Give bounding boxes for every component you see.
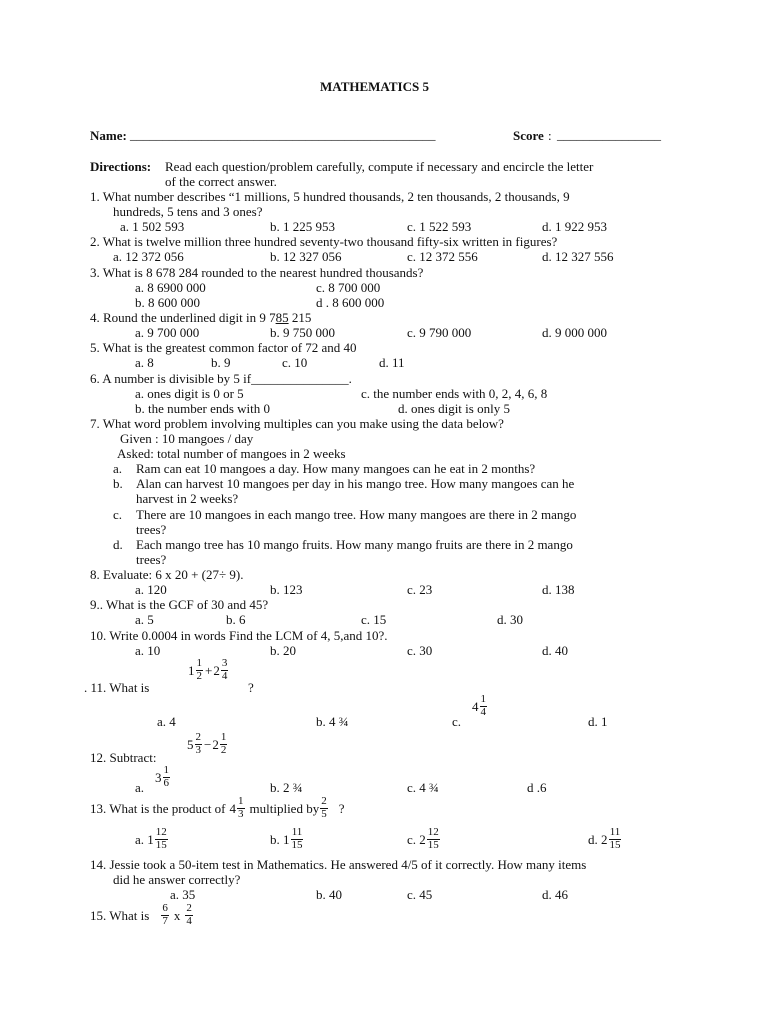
q13d-numerator: 11 <box>609 826 621 838</box>
q13c-numerator: 12 <box>427 826 439 838</box>
question-4-underlined-digits: 85 <box>275 310 289 325</box>
q12a-whole: 3 <box>155 769 162 785</box>
question-4-choice-d[interactable]: d. 9 000 000 <box>542 325 607 340</box>
question-10-choice-c[interactable]: c. 30 <box>407 643 433 658</box>
question-7-given: Given : 10 mangoes / day <box>120 431 254 446</box>
question-2-text: 2. What is twelve million three hundred seventy-two thousand fifty-six written in figures? <box>90 234 558 249</box>
q12-fraction-1 <box>195 732 203 756</box>
question-11-choice-c-value[interactable] <box>472 694 488 718</box>
question-3-choice-a[interactable]: a. 8 6900 000 <box>135 280 206 295</box>
score-line: ________________ <box>557 127 661 142</box>
question-9-choice-a[interactable]: a. 5 <box>135 612 154 627</box>
q15-fraction-2-numerator: 2 <box>186 902 192 914</box>
question-10-choice-d[interactable]: d. 40 <box>542 643 568 658</box>
question-7-choice-b[interactable]: Alan can harvest 10 mangoes per day in his mango tree. How many mangoes can he <box>136 476 575 491</box>
q13b-denominator: 15 <box>291 838 303 851</box>
q11-operator: + <box>205 662 213 678</box>
question-13-choice-a[interactable] <box>135 827 169 851</box>
question-4-text-prefix: 4. Round the underlined digit in 9 7 <box>90 310 276 325</box>
q12-fraction-1-denominator: 3 <box>195 743 201 756</box>
q11c-fraction <box>480 694 488 718</box>
question-7-choice-b-2[interactable]: harvest in 2 weeks? <box>136 491 239 506</box>
q12-operator: − <box>204 736 212 752</box>
q13-qmark: ? <box>338 800 345 816</box>
q11c-whole: 4 <box>472 698 479 714</box>
question-13-choice-b[interactable] <box>270 827 305 851</box>
question-13-choice-c[interactable] <box>407 827 441 851</box>
question-6-choice-d[interactable]: d. ones digit is only 5 <box>398 401 510 416</box>
question-1-text-2: hundreds, 5 tens and 3 ones? <box>113 204 263 219</box>
q12-fraction-2-numerator: 1 <box>220 731 227 743</box>
q13-fraction-1-numerator: 1 <box>238 795 244 807</box>
question-4-choice-c[interactable]: c. 9 790 000 <box>407 325 472 340</box>
q13c-denominator: 15 <box>427 838 439 851</box>
q13d-denominator: 15 <box>609 838 621 851</box>
question-4-text-suffix: 215 <box>288 310 312 325</box>
question-13-choice-d[interactable] <box>588 827 623 851</box>
question-8-text: 8. Evaluate: 6 x 20 + (27÷ 9). <box>90 567 244 582</box>
question-1-choice-a[interactable]: a. 1 502 593 <box>120 219 185 234</box>
q12a-numerator: 1 <box>163 764 169 776</box>
q12-whole-1: 5 <box>187 736 194 752</box>
q11-fraction-2 <box>221 658 229 682</box>
question-3-choice-d[interactable]: d . 8 600 000 <box>316 295 385 310</box>
score-label: Score <box>513 128 544 143</box>
q11-fraction-1-denominator: 2 <box>196 669 202 682</box>
question-11-choice-d[interactable]: d. 1 <box>588 714 608 729</box>
question-12-text: 12. Subtract: <box>90 750 157 765</box>
question-7-choice-c-2[interactable]: trees? <box>136 522 167 537</box>
question-9-choice-d[interactable]: d. 30 <box>497 612 523 627</box>
question-7-choice-c-letter[interactable]: c. <box>113 507 123 522</box>
q13a-label: a. 1 <box>135 831 154 847</box>
question-5-choice-c[interactable]: c. 10 <box>282 355 308 370</box>
q13a-numerator: 12 <box>155 826 167 838</box>
question-11-qmark: ? <box>248 680 254 695</box>
q13c-label: c. 2 <box>407 831 426 847</box>
question-11-expression <box>188 658 229 682</box>
question-2-choice-b[interactable]: b. 12 327 056 <box>270 249 342 264</box>
q13a-fraction <box>155 827 168 851</box>
q13-mid: multiplied by <box>249 800 320 816</box>
question-10-choice-a[interactable]: a. 10 <box>135 643 161 658</box>
q11c-numerator: 1 <box>480 693 486 705</box>
question-10-text: 10. Write 0.0004 in words Find the LCM of 4, 5,and 10?. <box>90 628 388 643</box>
q13-fraction-2-numerator: 2 <box>321 795 327 807</box>
question-14-choice-b[interactable]: b. 40 <box>316 887 342 902</box>
question-13-text <box>90 796 345 820</box>
question-7-choice-d-2[interactable]: trees? <box>136 552 167 567</box>
q11-whole-2: 2 <box>213 662 220 678</box>
question-7-choice-a-letter[interactable]: a. <box>113 461 123 476</box>
question-5-choice-d[interactable]: d. 11 <box>379 355 405 370</box>
q13-whole-1: 4 <box>229 800 237 816</box>
question-8-choice-a[interactable]: a. 120 <box>135 582 167 597</box>
question-14-choice-a[interactable]: a. 35 <box>170 887 196 902</box>
q12-whole-2: 2 <box>212 736 219 752</box>
question-4-text <box>90 311 311 324</box>
name-label: Name: <box>90 128 127 143</box>
q15-fraction-1-denominator: 7 <box>162 914 168 927</box>
question-5-choice-a[interactable]: a. 8 <box>135 355 154 370</box>
question-7-choice-d-letter[interactable]: d. <box>113 537 123 552</box>
question-11-choice-a[interactable]: a. 4 <box>157 714 176 729</box>
question-7-choice-b-letter[interactable]: b. <box>113 476 123 491</box>
question-6-choice-b[interactable]: b. the number ends with 0 <box>135 401 271 416</box>
question-4-choice-a[interactable]: a. 9 700 000 <box>135 325 200 340</box>
q13a-denominator: 15 <box>155 838 167 851</box>
question-5-choice-b[interactable]: b. 9 <box>211 355 231 370</box>
question-8-choice-c[interactable]: c. 23 <box>407 582 433 597</box>
q15-label: 15. What is <box>90 907 150 923</box>
page-title: MATHEMATICS 5 <box>320 79 429 94</box>
question-12-expression <box>187 732 228 756</box>
question-12-choice-d[interactable]: d .6 <box>527 780 547 795</box>
question-7-choice-c[interactable]: There are 10 mangoes in each mango tree. How many mangoes are there in 2 mango <box>136 507 577 522</box>
question-6-text <box>90 372 352 385</box>
q13d-fraction <box>609 827 622 851</box>
directions-text: Read each question/problem carefully, compute if necessary and encircle the letter <box>165 159 594 174</box>
question-1-choice-c[interactable]: c. 1 522 593 <box>407 219 472 234</box>
question-10-choice-b[interactable]: b. 20 <box>270 643 296 658</box>
q13c-fraction <box>427 827 440 851</box>
q15-operator: x <box>173 907 181 923</box>
q15-fraction-2 <box>185 903 193 927</box>
question-3-choice-b[interactable]: b. 8 600 000 <box>135 295 200 310</box>
directions-label: Directions: <box>90 159 152 174</box>
q15-fraction-1-numerator: 6 <box>162 902 168 914</box>
question-1-text: 1. What number describes “1 millions, 5 hundred thousands, 2 ten thousands, 2 thousands, 9 <box>90 189 570 204</box>
q12-fraction-2-denominator: 2 <box>220 743 227 756</box>
q15-fraction-2-denominator: 4 <box>186 914 192 927</box>
q13b-fraction <box>291 827 304 851</box>
question-14-choice-c[interactable]: c. 45 <box>407 887 433 902</box>
question-12-choice-a-value[interactable] <box>155 765 171 789</box>
q13b-numerator: 11 <box>291 826 303 838</box>
question-6-blank: _______________. <box>251 371 352 386</box>
q12a-denominator: 6 <box>163 776 169 789</box>
question-4-choice-b[interactable]: b. 9 750 000 <box>270 325 335 340</box>
question-14-choice-d[interactable]: d. 46 <box>542 887 568 902</box>
question-12-choice-b[interactable]: b. 2 ¾ <box>270 780 303 795</box>
q13-fraction-1-denominator: 3 <box>238 807 244 820</box>
question-9-choice-b[interactable]: b. 6 <box>226 612 246 627</box>
question-12-choice-c[interactable]: c. 4 ¾ <box>407 780 439 795</box>
q11-fraction-1 <box>196 658 204 682</box>
question-7-choice-a[interactable]: Ram can eat 10 mangoes a day. How many mangoes can he eat in 2 months? <box>136 461 536 476</box>
q11-fraction-1-numerator: 1 <box>196 657 202 669</box>
q12-fraction-2 <box>220 732 228 756</box>
name-line: _______________________________________________ <box>130 127 436 142</box>
question-15-text <box>90 903 194 927</box>
q15-fraction-1 <box>161 903 169 927</box>
question-1-choice-b[interactable]: b. 1 225 953 <box>270 219 335 234</box>
question-7-choice-d[interactable]: Each mango tree has 10 mango fruits. How many mango fruits are there in 2 mango <box>136 537 573 552</box>
question-5-text: 5. What is the greatest common factor of 72 and 40 <box>90 340 357 355</box>
directions-text-2: of the correct answer. <box>165 174 277 189</box>
question-6-choice-c[interactable]: c. the number ends with 0, 2, 4, 6, 8 <box>361 386 548 401</box>
q11c-denominator: 4 <box>480 705 486 718</box>
question-2-choice-a[interactable]: a. 12 372 056 <box>113 249 184 264</box>
question-9-text: 9.. What is the GCF of 30 and 45? <box>90 597 269 612</box>
question-14-text-2: did he answer correctly? <box>113 872 241 887</box>
question-6-stem: 6. A number is divisible by 5 if <box>90 371 252 386</box>
q11-fraction-2-denominator: 4 <box>221 669 228 682</box>
q13-label: 13. What is the product of <box>90 800 226 816</box>
q11-fraction-2-numerator: 3 <box>221 657 228 669</box>
question-8-choice-b[interactable]: b. 123 <box>270 582 303 597</box>
q13-fraction-2 <box>320 796 328 820</box>
q13b-label: b. 1 <box>270 831 290 847</box>
question-12-choice-a[interactable]: a. <box>135 780 145 795</box>
q13-fraction-2-denominator: 5 <box>321 807 327 820</box>
question-7-text: 7. What word problem involving multiples can you make using the data below? <box>90 416 504 431</box>
question-11-choice-c[interactable]: c. <box>452 714 462 729</box>
question-7-asked: Asked: total number of mangoes in 2 weeks <box>117 446 346 461</box>
question-9-choice-c[interactable]: c. 15 <box>361 612 387 627</box>
q13-fraction-1 <box>237 796 245 820</box>
q13d-label: d. 2 <box>588 831 608 847</box>
question-1-choice-d[interactable]: d. 1 922 953 <box>542 219 607 234</box>
question-6-choice-a[interactable]: a. ones digit is 0 or 5 <box>135 386 244 401</box>
q12-fraction-1-numerator: 2 <box>195 731 201 743</box>
question-11-choice-b[interactable]: b. 4 ¾ <box>316 714 349 729</box>
question-8-choice-d[interactable]: d. 138 <box>542 582 575 597</box>
score-colon: : <box>548 128 552 143</box>
question-2-choice-d[interactable]: d. 12 327 556 <box>542 249 614 264</box>
q12a-fraction <box>163 765 171 789</box>
question-2-choice-c[interactable]: c. 12 372 556 <box>407 249 478 264</box>
question-14-text: 14. Jessie took a 50-item test in Mathematics. He answered 4/5 of it correctly. How many items <box>90 857 587 872</box>
question-3-text: 3. What is 8 678 284 rounded to the nearest hundred thousands? <box>90 265 424 280</box>
q11-whole-1: 1 <box>188 662 195 678</box>
question-11-text: . 11. What is <box>84 680 150 695</box>
question-3-choice-c[interactable]: c. 8 700 000 <box>316 280 381 295</box>
